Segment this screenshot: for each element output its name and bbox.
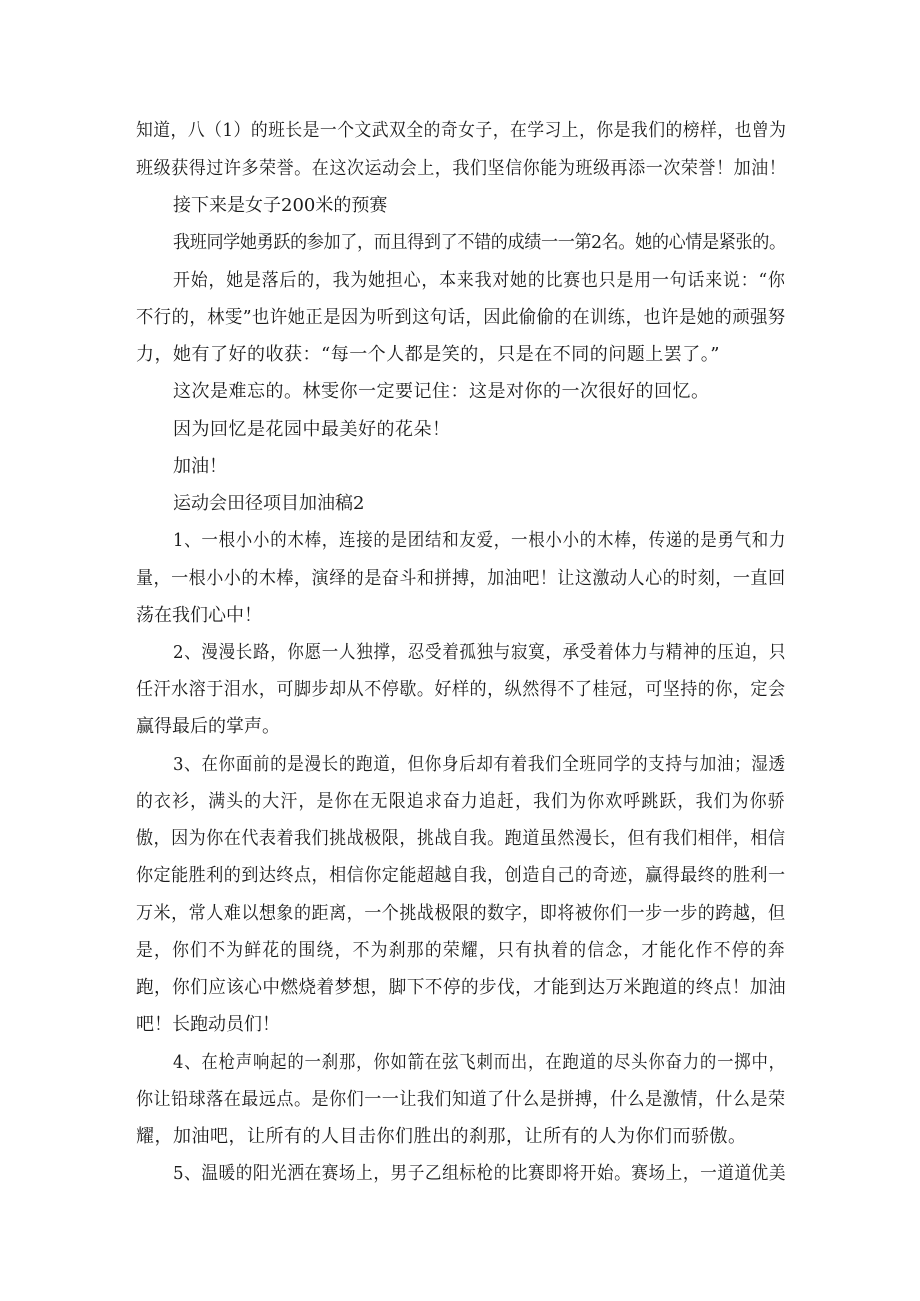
text-line: 赢得最后的掌声。 — [136, 716, 280, 737]
text-line: 你让铅球落在最远点。是你们一一让我们知道了什么是拼搏，什么是激情，什么是荣 — [136, 1089, 786, 1110]
text-line: 是，你们不为鲜花的围绕，不为刹那的荣耀，只有执着的信念，才能化作不停的奔 — [136, 940, 786, 961]
text-line: 2、漫漫长路，你愿一人独撑，忍受着孤独与寂寞，承受着体力与精神的压迫，只 — [173, 642, 787, 663]
text-line: 1、一根小小的木棒，连接的是团结和友爱，一根小小的木棒，传递的是勇气和力 — [173, 530, 787, 551]
text-line: 知道，八（1）的班长是一个文武双全的奇女子，在学习上，你是我们的榜样，也曾为 — [136, 120, 787, 141]
text-line: 耀，加油吧，让所有的人目击你们胜出的刹那，让所有的人为你们而骄傲。 — [136, 1126, 747, 1147]
text-line: 你定能胜利的到达终点，相信你定能超越自我，创造自己的奇迹，赢得最终的胜利一 — [136, 865, 786, 886]
text-line: 3、在你面前的是漫长的跑道，但你身后却有着我们全班同学的支持与加油；湿透 — [173, 754, 786, 775]
text-line: 力，她有了好的收获：“每一个人都是笑的，只是在不同的问题上罢了。” — [136, 344, 720, 365]
text-line: 的衣衫，满头的大汗，是你在无限追求奋力追赶，我们为你欢呼跳跃，我们为你骄 — [136, 791, 786, 812]
text-line: 因为回忆是花园中最美好的花朵！ — [173, 419, 451, 440]
text-line: 接下来是女子200米的预赛 — [173, 195, 388, 216]
text-line: 5、温暖的阳光洒在赛场上，男子乙组标枪的比赛即将开始。赛场上，一道道优美 — [173, 1163, 787, 1184]
text-line: 荡在我们心中！ — [136, 605, 262, 626]
text-line: 加油！ — [173, 456, 227, 477]
text-line: 量，一根小小的木棒，演绎的是奋斗和拼搏，加油吧！让这激动人心的时刻，一直回 — [136, 568, 786, 589]
text-line: 任汗水溶于泪水，可脚步却从不停歇。好样的，纵然得不了桂冠，可坚持的你，定会 — [136, 679, 786, 700]
text-line: 开始，她是落后的，我为她担心，本来我对她的比赛也只是用一句话来说：“你 — [173, 270, 786, 291]
text-line: 班级获得过许多荣誉。在这次运动会上，我们坚信你能为班级再添一次荣誉！加油！ — [136, 158, 787, 179]
text-line: 我班同学她勇跃的参加了，而且得到了不错的成绩一一第2名。她的心情是紧张的。 — [173, 232, 786, 253]
text-line: 4、在枪声响起的一刹那，你如箭在弦飞刺而出，在跑道的尽头你奋力的一掷中， — [173, 1052, 786, 1073]
text-line: 傲，因为你在代表着我们挑战极限，挑战自我。跑道虽然漫长，但有我们相伴，相信 — [136, 828, 786, 849]
text-line: 吧！长跑动员们！ — [136, 1014, 280, 1035]
text-line: 万米，常人难以想象的距离，一个挑战极限的数字，即将被你们一步一步的跨越，但 — [136, 903, 786, 924]
text-line: 跑，你们应该心中燃烧着梦想，脚下不停的步伐，才能到达万米跑道的终点！加油 — [136, 977, 787, 998]
text-line: 这次是难忘的。林雯你一定要记住：这是对你的一次很好的回忆。 — [173, 381, 710, 402]
text-line: 不行的，林雯”也许她正是因为听到这句话，因此偷偷的在训练，也许是她的顽强努 — [136, 307, 786, 328]
section-heading: 运动会田径项目加油稿2 — [173, 493, 365, 514]
